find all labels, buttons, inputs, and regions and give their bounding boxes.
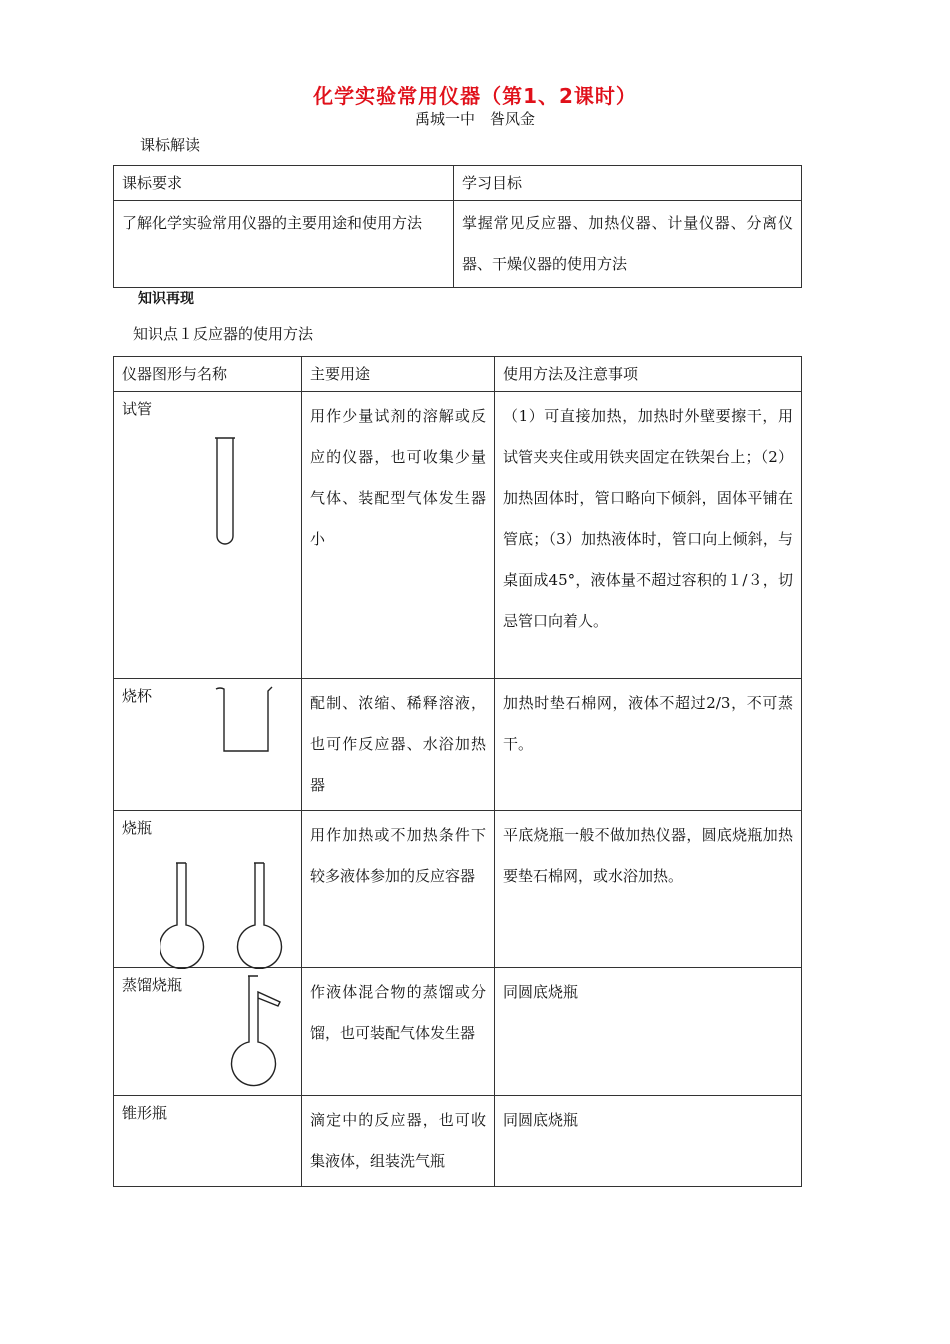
test-tube-icon bbox=[210, 434, 240, 550]
document-title: 化学实验常用仪器（第1、2课时） bbox=[313, 84, 637, 108]
cell-notes: 加热时垫石棉网，液体不超过2/3，不可蒸干。 bbox=[495, 679, 802, 811]
cell-usage: 用作加热或不加热条件下较多液体参加的反应容器 bbox=[302, 811, 495, 968]
table-row bbox=[114, 1096, 802, 1187]
instrument-name: 蒸馏烧瓶 bbox=[122, 976, 183, 994]
beaker-icon bbox=[212, 683, 278, 755]
header-notes: 使用方法及注意事项 bbox=[495, 357, 802, 392]
cell-notes: 同圆底烧瓶 bbox=[495, 968, 802, 1096]
cell-usage: 作液体混合物的蒸馏或分馏，也可装配气体发生器 bbox=[302, 968, 495, 1096]
cell-notes: 平底烧瓶一般不做加热仪器，圆底烧瓶加热要垫石棉网，或水浴加热。 bbox=[495, 811, 802, 968]
table-row bbox=[114, 679, 802, 811]
author-line: 禹城一中 昝风金 bbox=[414, 110, 535, 128]
cell-usage: 滴定中的反应器，也可收集液体，组装洗气瓶 bbox=[302, 1096, 495, 1187]
instrument-name: 试管 bbox=[122, 400, 153, 418]
section-heading-reading: 课标解读 bbox=[140, 136, 201, 154]
instrument-name: 锥形瓶 bbox=[122, 1104, 168, 1122]
cell-usage: 配制、浓缩、稀释溶液，也可作反应器、水浴加热器 bbox=[302, 679, 495, 811]
cell-notes: 同圆底烧瓶 bbox=[495, 1096, 802, 1187]
instrument-name: 烧瓶 bbox=[122, 819, 153, 837]
instrument-name: 烧杯 bbox=[122, 687, 153, 705]
distilling-flask-icon bbox=[222, 972, 302, 1092]
cell-usage: 用作少量试剂的溶解或反应的仪器，也可收集少量气体、装配型气体发生器小 bbox=[302, 392, 495, 679]
header-name: 仪器图形与名称 bbox=[114, 357, 302, 392]
header-goal: 学习目标 bbox=[454, 166, 802, 201]
table-row bbox=[114, 201, 802, 288]
instrument-table bbox=[113, 356, 802, 1187]
header-requirement: 课标要求 bbox=[114, 166, 454, 201]
table-header-row bbox=[114, 357, 802, 392]
table-header-row bbox=[114, 166, 802, 201]
table-row bbox=[114, 392, 802, 679]
cell-goal: 掌握常见反应器、加热仪器、计量仪器、分离仪器、干燥仪器的使用方法 bbox=[454, 201, 802, 288]
flask-icon bbox=[160, 861, 310, 969]
section-heading-knowledge: 知识再现 bbox=[138, 291, 194, 307]
header-usage: 主要用途 bbox=[302, 357, 495, 392]
cell-notes: （1）可直接加热，加热时外壁要擦干，用试管夹夹住或用铁夹固定在铁架台上；（2）加热固体时，管口略向下倾斜，固体平铺在管底；（3）加热液体时，管口向上倾斜，与桌面成45°，液体量不超过容积的１/３，切忌管口向着人。 bbox=[495, 392, 802, 679]
cell-requirement: 了解化学实验常用仪器的主要用途和使用方法 bbox=[114, 201, 454, 288]
table-row bbox=[114, 968, 802, 1096]
knowledge-point-heading: 知识点１反应器的使用方法 bbox=[133, 325, 314, 343]
table-row bbox=[114, 811, 802, 968]
curriculum-table bbox=[113, 165, 802, 288]
